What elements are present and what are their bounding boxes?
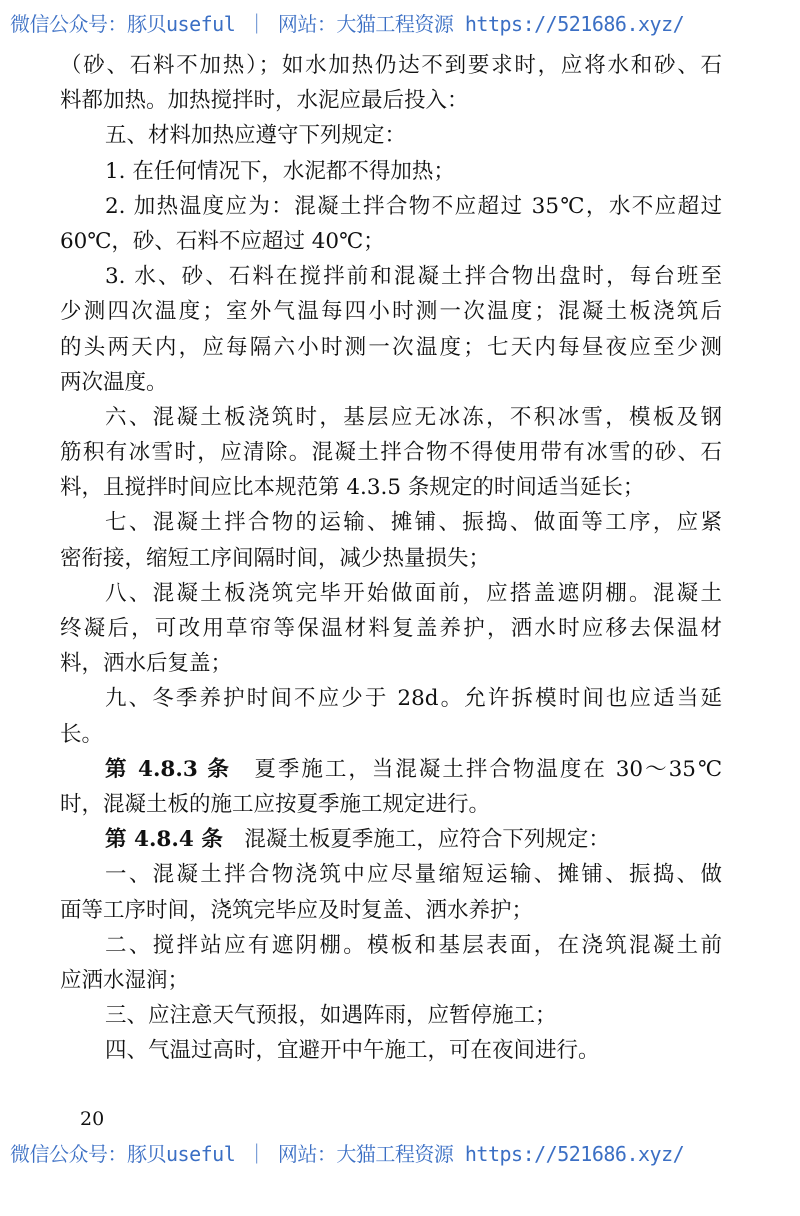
text-line (60, 189, 722, 224)
line-text: 3. 水、砂、石料在搅拌前和混凝土拌合物出盘时，每台班至 (105, 264, 722, 290)
line-text: 终凝后，可改用草帘等保温材料复盖养护，洒水时应移去保温材 (60, 616, 722, 641)
text-line (60, 505, 722, 540)
line-text: 料，洒水后复盖； (60, 651, 233, 677)
line-text: 时，混凝土板的施工应按夏季施工规定进行。 (60, 791, 491, 817)
text-line (60, 294, 722, 329)
line-text: 的头两天内，应每隔六小时测一次温度；七天内每昼夜应至少测 (60, 334, 722, 360)
text-line (60, 365, 722, 400)
line-text: 五、材料加热应遵守下列规定： (105, 123, 407, 149)
line-text: 四、气温过高时，宜避开中午施工，可在夜间进行。 (105, 1038, 600, 1064)
line-text: 2. 加热温度应为：混凝土拌合物不应超过 35℃，水不应超过 (105, 193, 722, 219)
line-text: 三、应注意天气预报，如遇阵雨，应暂停施工； (105, 1003, 557, 1029)
text-line (60, 470, 722, 505)
text-line (60, 646, 722, 681)
text-line (60, 576, 722, 611)
line-text: 二、搅拌站应有遮阴棚。模板和基层表面，在浇筑混凝土前 (105, 932, 722, 958)
text-line (60, 822, 722, 857)
text-line (60, 224, 722, 259)
text-line (60, 118, 722, 153)
line-text: 面等工序时间，浇筑完毕应及时复盖、洒水养护； (60, 897, 534, 923)
text-line (60, 857, 722, 892)
text-line (60, 963, 722, 998)
text-line (60, 787, 722, 822)
clause-label: 第 4.8.3 条 (105, 756, 231, 782)
text-line (60, 400, 722, 435)
line-text: 六、混凝土板浇筑时，基层应无冰冻，不积冰雪，模板及钢 (105, 404, 722, 430)
text-line (60, 611, 722, 646)
text-line (60, 541, 722, 576)
document-body (60, 48, 722, 1068)
text-line (60, 752, 722, 787)
text-line (60, 717, 722, 752)
line-text: 料都加热。加热搅拌时，水泥应最后投入： (60, 88, 469, 114)
line-text: 应洒水湿润； (60, 967, 190, 993)
line-text: 密衔接，缩短工序间隔时间，减少热量损失； (60, 545, 491, 571)
text-line (60, 928, 722, 963)
watermark-bottom: 微信公众号：豚贝useful ｜ 网站：大猫工程资源 https://521686.xyz/ (10, 1142, 685, 1166)
text-line (60, 259, 722, 294)
line-text: 八、混凝土板浇筑完毕开始做面前，应搭盖遮阴棚。混凝土 (105, 580, 722, 606)
line-text: 九、冬季养护时间不应少于 28d。允许拆模时间也应适当延 (105, 686, 722, 712)
line-text: 1. 在任何情况下，水泥都不得加热； (105, 158, 455, 184)
line-text: 混凝土板夏季施工，应符合下列规定： (222, 827, 610, 853)
line-text: 一、混凝土拌合物浇筑中应尽量缩短运输、摊铺、振捣、做 (105, 862, 722, 888)
clause-label: 第 4.8.4 条 (105, 827, 223, 853)
line-text: （砂、石料不加热）；如水加热仍达不到要求时，应将水和砂、石 (60, 53, 722, 78)
text-line (60, 1033, 722, 1068)
line-text: 料，且搅拌时间应比本规范第 4.3.5 条规定的时间适当延长； (60, 475, 645, 501)
text-line (60, 48, 722, 83)
line-text: 60℃，砂、石料不应超过 40℃； (60, 228, 385, 254)
text-line (60, 998, 722, 1033)
line-text: 筋积有冰雪时，应清除。混凝土拌合物不得使用带有冰雪的砂、石 (60, 440, 722, 466)
text-line (60, 893, 722, 928)
text-line (60, 154, 722, 189)
line-text: 七、混凝土拌合物的运输、摊铺、振捣、做面等工序，应紧 (105, 510, 722, 536)
line-text: 长。 (60, 721, 104, 747)
text-line (60, 435, 722, 470)
text-line (60, 330, 722, 365)
line-text: 两次温度。 (60, 369, 168, 395)
text-line (60, 83, 722, 118)
line-text: 少测四次温度；室外气温每四小时测一次温度；混凝土板浇筑后 (60, 299, 722, 325)
watermark-top: 微信公众号：豚贝useful ｜ 网站：大猫工程资源 https://521686.xyz/ (10, 12, 685, 36)
line-text: 夏季施工，当混凝土拌合物温度在 30～35℃ (230, 756, 722, 782)
page-number: 20 (80, 1108, 105, 1130)
text-line (60, 681, 722, 716)
